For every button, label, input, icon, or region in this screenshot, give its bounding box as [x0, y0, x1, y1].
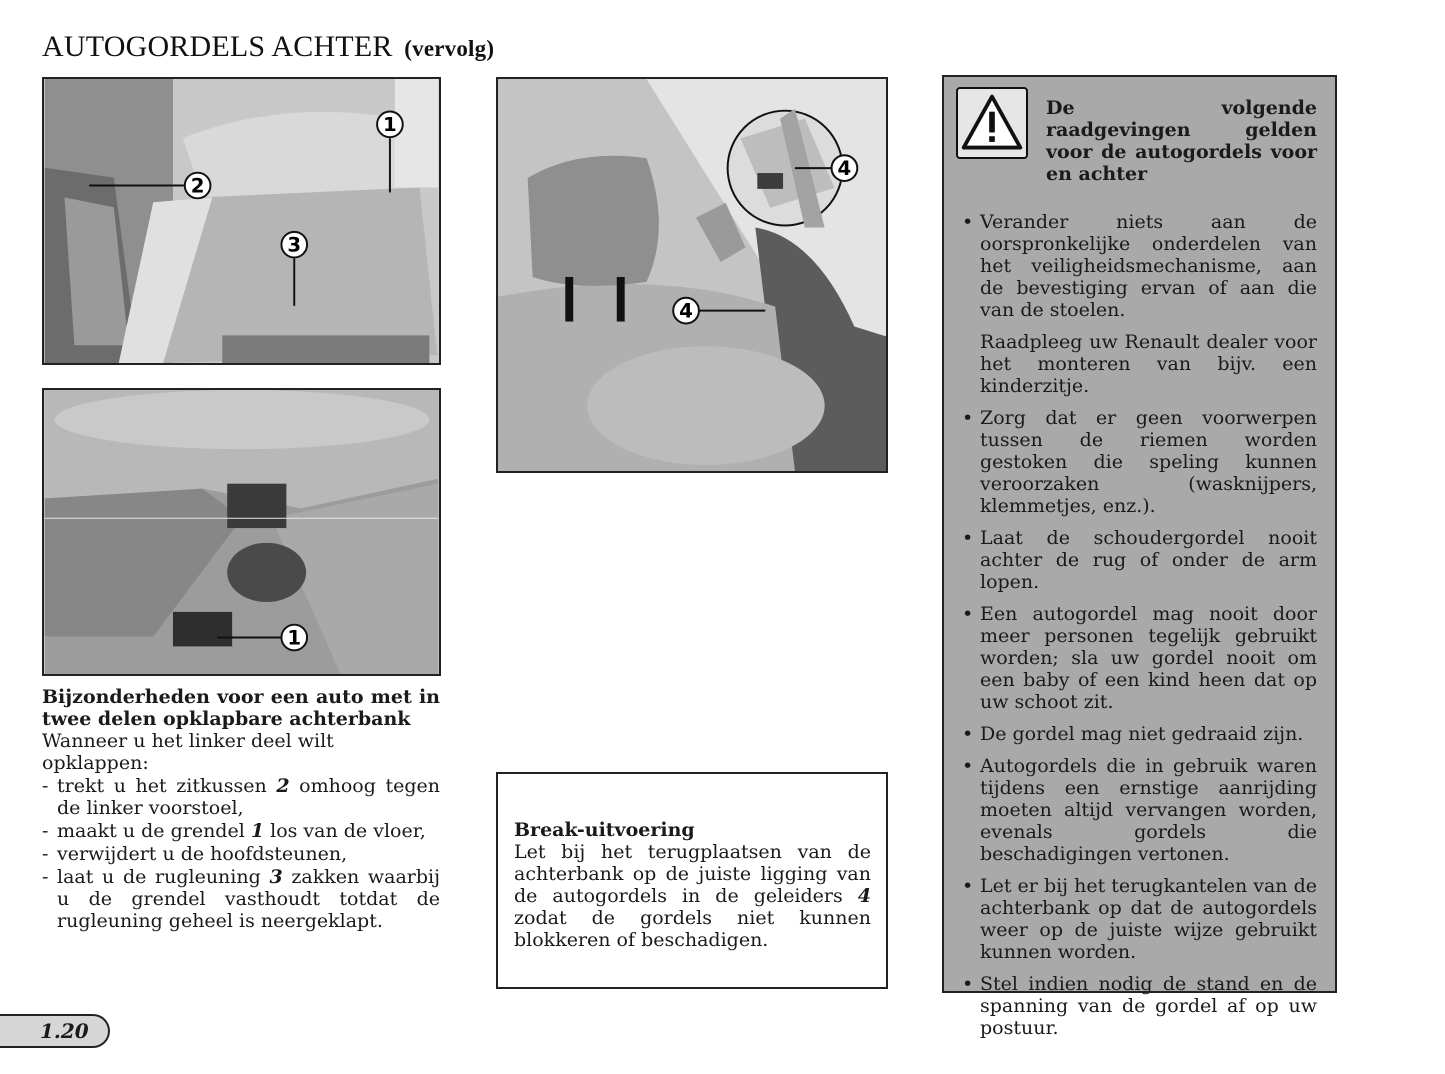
- warning-header: [956, 87, 1317, 185]
- fold-step: - verwijdert u de hoofdsteunen,: [42, 843, 440, 865]
- warning-item: • Zorg dat er geen voorwerpen tussen de riemen worden gestoken die speling kunnen veroorzaken (wasknijpers, klemmetjes, enz.).: [956, 407, 1317, 517]
- floor-latch-illustration: [44, 390, 439, 674]
- warning-list: [956, 211, 1317, 1039]
- figure-belt-guides: [496, 77, 888, 473]
- callout-4-label-bottom: 4: [679, 299, 693, 323]
- warning-item: • Stel indien nodig de stand en de spanning van de gordel af op uw postuur.: [956, 973, 1317, 1039]
- fold-steps-list: [42, 775, 440, 932]
- page-number: 1.20: [40, 1019, 89, 1043]
- page-number-tab: [0, 1014, 124, 1050]
- title-main: AUTOGORDELS ACHTER: [42, 30, 393, 63]
- warning-title: De volgende raadgevingen gelden voor de autogordels voor en achter: [1046, 97, 1317, 185]
- warning-item: • Een autogordel mag nooit door meer personen tegelijk gebruikt worden; sla uw gordel nooit om een baby of een kind heen dat op uw schoot zit.: [956, 603, 1317, 713]
- page-title: [42, 30, 494, 64]
- fold-instructions: [42, 686, 440, 932]
- warning-item: • De gordel mag niet gedraaid zijn.: [956, 723, 1317, 745]
- break-version-text: Let bij het terugplaatsen van de achterbank op de juiste ligging van de autogordels in de geleiders 4 zodat de gordels niet kunnen blokkeren of beschadigen.: [514, 841, 871, 951]
- warning-item: • Laat de schoudergordel nooit achter de rug of onder de arm lopen.: [956, 527, 1317, 593]
- warning-triangle-icon: [956, 87, 1028, 159]
- fold-step: - trekt u het zitkussen 2 omhoog tegen de linker voorstoel,: [42, 775, 440, 819]
- title-subtitle: (vervolg): [404, 36, 495, 61]
- fold-instructions-intro: Wanneer u het linker deel wilt opklappen:: [42, 730, 334, 774]
- figure-floor-latch: [42, 388, 441, 676]
- warning-item: • Let er bij het terugkantelen van de achterbank op dat de autogordels weer op de juiste wijze gebruikt kunnen worden.: [956, 875, 1317, 963]
- callout-1-label: 1: [383, 113, 397, 137]
- fold-instructions-heading: Bijzonderheden voor een auto met in twee delen opklapbare achterbank: [42, 686, 440, 730]
- callout-4-label-top: 4: [837, 157, 852, 181]
- figure-folded-seat: [42, 77, 441, 365]
- callout-3-label: 3: [287, 233, 302, 257]
- warning-item: • Verander niets aan de oorspronkelijke onderdelen van het veiligheidsmechanisme, aan de bevestiging ervan of aan die van de stoelen.: [956, 211, 1317, 321]
- callout-1-label-fig2: 1: [287, 626, 302, 650]
- folded-seat-illustration: [44, 79, 439, 363]
- break-version-box: [496, 772, 888, 989]
- fold-step: - maakt u de grendel 1 los van de vloer,: [42, 820, 440, 842]
- callout-2-label: 2: [190, 174, 205, 198]
- break-version-heading: Break-uitvoering: [514, 819, 695, 841]
- belt-guides-illustration: [498, 79, 886, 471]
- warning-item: • Autogordels die in gebruik waren tijdens een ernstige aanrijding moeten altijd vervangen worden, evenals gordels die beschadigingen vertonen.: [956, 755, 1317, 865]
- fold-step: - laat u de rugleuning 3 zakken waarbij u de grendel vasthoudt totdat de rugleuning geheel is neergeklapt.: [42, 866, 440, 932]
- warning-item: Raadpleeg uw Renault dealer voor het monteren van bijv. een kinderzitje.: [980, 331, 1317, 397]
- warning-box: [942, 75, 1337, 1039]
